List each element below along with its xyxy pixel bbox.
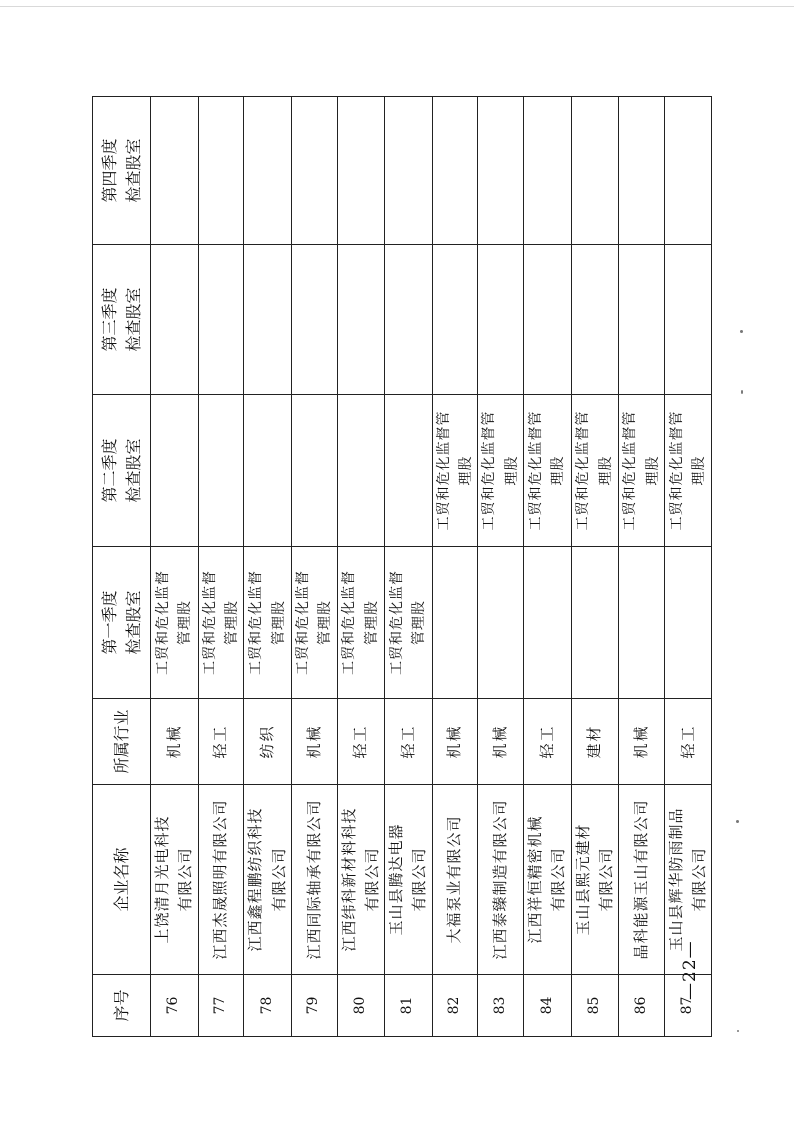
- table-row: [291, 97, 337, 1037]
- scan-speck: [737, 1030, 739, 1032]
- header-seq: 序号: [93, 975, 151, 1037]
- cell-q4: [151, 97, 199, 245]
- cell-q1: [571, 547, 619, 699]
- cell-company: 大福泵业有限公司: [432, 785, 478, 975]
- cell-q3: [432, 245, 478, 395]
- cell-industry: 机械: [619, 699, 665, 785]
- cell-company: 玉山县熙元建材 有限公司: [571, 785, 619, 975]
- cell-q1: [664, 547, 712, 699]
- cell-q2: 工贸和危化监督管 理股: [664, 395, 712, 547]
- cell-q2: [291, 395, 337, 547]
- cell-industry: 轻工: [385, 699, 433, 785]
- cell-seq: 79: [291, 975, 337, 1037]
- cell-seq: 80: [337, 975, 385, 1037]
- cell-q4: [432, 97, 478, 245]
- cell-q4: [619, 97, 665, 245]
- table-row: [385, 97, 433, 1037]
- scan-speck: [736, 820, 739, 823]
- cell-q4: [244, 97, 292, 245]
- cell-q2: [385, 395, 433, 547]
- header-q1: 第一季度 检查股室: [93, 547, 151, 699]
- cell-q3: [571, 245, 619, 395]
- cell-company: 江西祥恒精密机械 有限公司: [524, 785, 572, 975]
- cell-industry: 轻工: [664, 699, 712, 785]
- cell-q1: 工贸和危化监督 管理股: [198, 547, 244, 699]
- cell-industry: 纺织: [244, 699, 292, 785]
- table-row: [151, 97, 199, 1037]
- cell-q2: [337, 395, 385, 547]
- cell-industry: 机械: [151, 699, 199, 785]
- scan-speck: [741, 390, 743, 394]
- cell-q2: [244, 395, 292, 547]
- cell-seq: 85: [571, 975, 619, 1037]
- cell-q2: [151, 395, 199, 547]
- cell-q3: [244, 245, 292, 395]
- cell-industry: 建材: [571, 699, 619, 785]
- cell-q1: 工贸和危化监督 管理股: [385, 547, 433, 699]
- header-q4: 第四季度 检查股室: [93, 97, 151, 245]
- cell-company: 江西纬科新材料科技 有限公司: [337, 785, 385, 975]
- cell-q3: [478, 245, 524, 395]
- scan-edge-line: [0, 6, 794, 7]
- cell-company: 江西鑫程鹏纺织科技 有限公司: [244, 785, 292, 975]
- table-row: [244, 97, 292, 1037]
- cell-company: 江西杰晟照明有限公司: [198, 785, 244, 975]
- cell-company: 江西泰臻制造有限公司: [478, 785, 524, 975]
- cell-industry: 轻工: [524, 699, 572, 785]
- scan-speck: [740, 330, 743, 333]
- cell-seq: 87: [664, 975, 712, 1037]
- page-number: —22—: [680, 940, 700, 1000]
- cell-q2: 工贸和危化监督管 理股: [571, 395, 619, 547]
- cell-seq: 83: [478, 975, 524, 1037]
- cell-q2: 工贸和危化监督管 理股: [478, 395, 524, 547]
- cell-industry: 机械: [432, 699, 478, 785]
- cell-q1: [478, 547, 524, 699]
- cell-q1: 工贸和危化监督 管理股: [151, 547, 199, 699]
- cell-q2: [198, 395, 244, 547]
- cell-seq: 84: [524, 975, 572, 1037]
- cell-q4: [571, 97, 619, 245]
- cell-q3: [291, 245, 337, 395]
- cell-q3: [151, 245, 199, 395]
- cell-q1: [432, 547, 478, 699]
- cell-q1: 工贸和危化监督 管理股: [337, 547, 385, 699]
- table-body: [151, 97, 712, 1037]
- cell-q4: [291, 97, 337, 245]
- cell-company: 玉山县腾达电器 有限公司: [385, 785, 433, 975]
- header-q2: 第二季度 检查股室: [93, 395, 151, 547]
- cell-q4: [524, 97, 572, 245]
- cell-industry: 轻工: [337, 699, 385, 785]
- cell-seq: 82: [432, 975, 478, 1037]
- table-row: [337, 97, 385, 1037]
- cell-seq: 81: [385, 975, 433, 1037]
- cell-company: 玉山县辉华防雨制品 有限公司: [664, 785, 712, 975]
- cell-company: 上饶清月光电科技 有限公司: [151, 785, 199, 975]
- table-row: [619, 97, 665, 1037]
- cell-q4: [478, 97, 524, 245]
- cell-q4: [337, 97, 385, 245]
- cell-q3: [524, 245, 572, 395]
- cell-q2: 工贸和危化监督管 理股: [619, 395, 665, 547]
- cell-q3: [619, 245, 665, 395]
- cell-seq: 86: [619, 975, 665, 1037]
- cell-q3: [337, 245, 385, 395]
- cell-industry: 机械: [291, 699, 337, 785]
- cell-q3: [385, 245, 433, 395]
- header-company: 企业名称: [93, 785, 151, 975]
- cell-seq: 78: [244, 975, 292, 1037]
- cell-company: 晶科能源玉山有限公司: [619, 785, 665, 975]
- table-row: [571, 97, 619, 1037]
- cell-industry: 轻工: [198, 699, 244, 785]
- table-row: [524, 97, 572, 1037]
- cell-q3: [198, 245, 244, 395]
- cell-seq: 76: [151, 975, 199, 1037]
- cell-q2: 工贸和危化监督管 理股: [524, 395, 572, 547]
- header-industry: 所属行业: [93, 699, 151, 785]
- table-row: [198, 97, 244, 1037]
- table-row: [478, 97, 524, 1037]
- table-row: [432, 97, 478, 1037]
- cell-seq: 77: [198, 975, 244, 1037]
- cell-industry: 机械: [478, 699, 524, 785]
- table-row: [664, 97, 712, 1037]
- cell-company: 江西同际轴承有限公司: [291, 785, 337, 975]
- inspection-table: [92, 96, 712, 1037]
- cell-q4: [385, 97, 433, 245]
- cell-q4: [664, 97, 712, 245]
- header-row: [93, 97, 151, 1037]
- cell-q1: [524, 547, 572, 699]
- cell-q1: 工贸和危化监督 管理股: [291, 547, 337, 699]
- cell-q2: 工贸和危化监督管 理股: [432, 395, 478, 547]
- cell-q3: [664, 245, 712, 395]
- cell-q1: [619, 547, 665, 699]
- cell-q4: [198, 97, 244, 245]
- header-q3: 第三季度 检查股室: [93, 245, 151, 395]
- cell-q1: 工贸和危化监督 管理股: [244, 547, 292, 699]
